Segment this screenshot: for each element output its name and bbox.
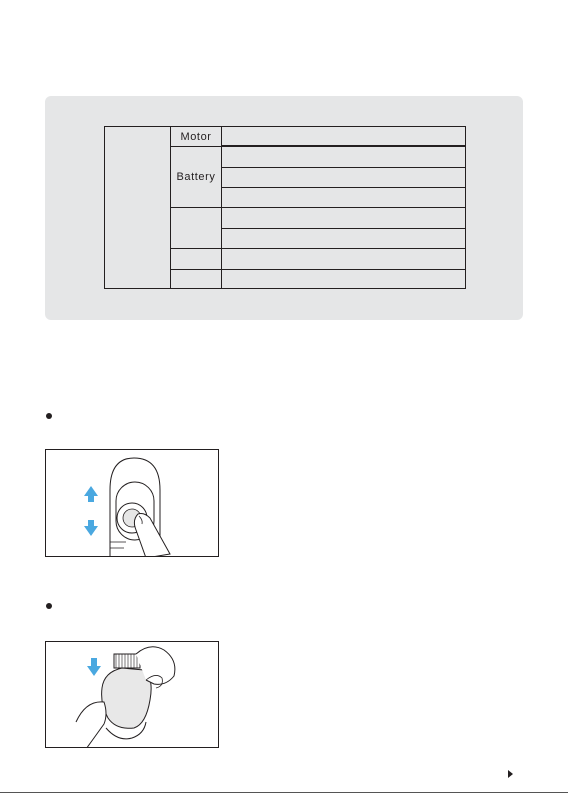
arrow-up-down-icon [84,486,98,536]
press-button-illustration [46,450,219,557]
arrow-down-icon [87,658,101,676]
figure-power-button [45,449,219,557]
specifications-table [104,126,466,289]
footer-divider [0,792,568,793]
triangle-right-icon[interactable] [508,770,513,778]
table-row-line [170,269,465,270]
motor-label: Motor [180,130,212,143]
table-row-line [221,228,465,229]
table-row-line [221,187,465,188]
battery-label: Battery [176,171,216,183]
bullet-dot-icon [46,413,52,419]
table-row-line [221,167,465,168]
bullet-dot-icon [46,603,52,609]
figure-attach-head [45,641,219,748]
table-row-line [170,248,465,249]
attach-head-illustration [46,642,219,748]
table-row-line [170,207,465,208]
